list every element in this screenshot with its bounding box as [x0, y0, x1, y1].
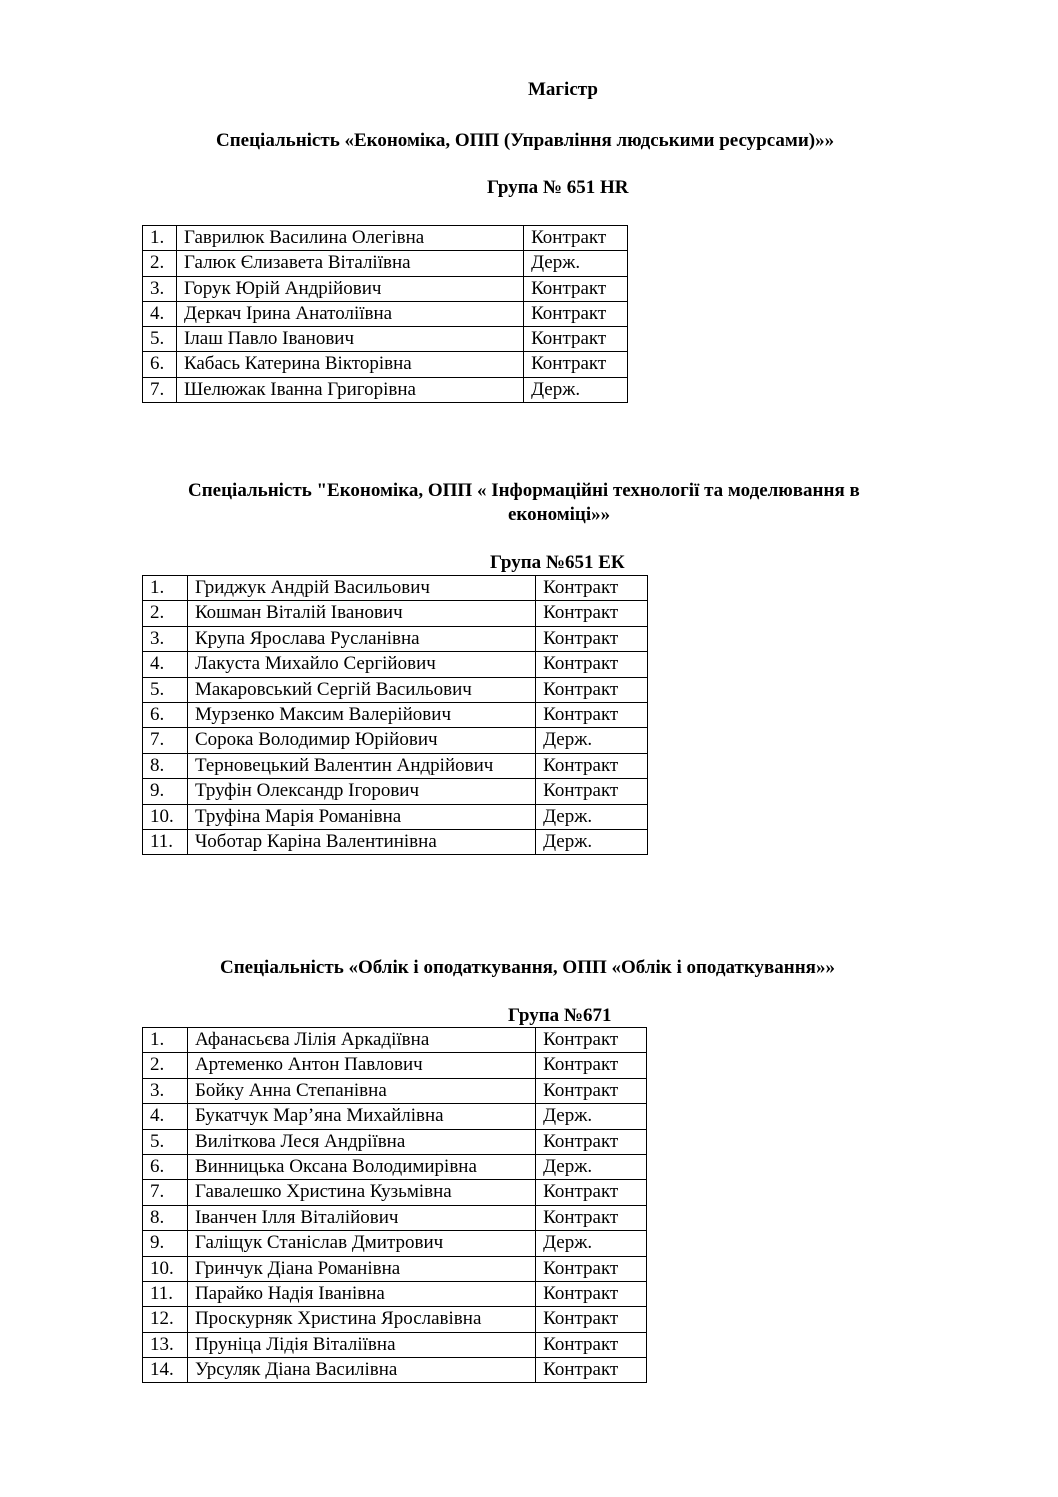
student-name: Афанасьєва Лілія Аркадіївна	[187, 1028, 535, 1053]
student-name: Сорока Володимир Юрійович	[187, 728, 535, 753]
group-heading-1: Група № 651 HR	[487, 177, 629, 198]
row-number: 1.	[143, 576, 188, 601]
funding-status: Контракт	[536, 1307, 647, 1332]
row-number: 3.	[143, 276, 177, 301]
row-number: 12.	[143, 1307, 188, 1332]
funding-status: Держ.	[536, 829, 648, 854]
funding-status: Держ.	[536, 804, 648, 829]
student-name: Ілаш Павло Іванович	[176, 327, 523, 352]
table-row	[143, 1256, 647, 1281]
student-name: Терновецький Валентин Андрійович	[187, 753, 535, 778]
table-row	[143, 1231, 647, 1256]
student-name: Мурзенко Максим Валерійович	[187, 702, 535, 727]
row-number: 7.	[143, 728, 188, 753]
student-name: Галюк Єлизавета Віталіївна	[176, 251, 523, 276]
student-name: Букатчук Мар’яна Михайлівна	[187, 1104, 535, 1129]
student-name: Парайко Надія Іванівна	[187, 1281, 535, 1306]
table-row	[143, 1332, 647, 1357]
table-row	[143, 829, 648, 854]
row-number: 5.	[143, 677, 188, 702]
funding-status: Контракт	[536, 677, 648, 702]
row-number: 2.	[143, 251, 177, 276]
funding-status: Контракт	[524, 226, 628, 251]
row-number: 8.	[143, 753, 188, 778]
row-number: 6.	[143, 352, 177, 377]
row-number: 10.	[143, 804, 188, 829]
funding-status: Контракт	[524, 327, 628, 352]
row-number: 1.	[143, 1028, 188, 1053]
row-number: 11.	[143, 829, 188, 854]
student-table-3	[142, 1027, 647, 1383]
funding-status: Контракт	[536, 1078, 647, 1103]
funding-status: Держ.	[536, 728, 648, 753]
table-row	[143, 626, 648, 651]
student-name: Пруніца Лідія Віталіївна	[187, 1332, 535, 1357]
row-number: 14.	[143, 1358, 188, 1383]
table-row	[143, 804, 648, 829]
table-row	[143, 702, 648, 727]
funding-status: Контракт	[536, 626, 648, 651]
student-name: Лакуста Михайло Сергійович	[187, 652, 535, 677]
table-row	[143, 779, 648, 804]
row-number: 5.	[143, 327, 177, 352]
table-row	[143, 251, 628, 276]
row-number: 9.	[143, 779, 188, 804]
specialty-heading-1: Спеціальність «Економіка, ОПП (Управління людськими ресурсами)»»	[216, 130, 835, 151]
funding-status: Контракт	[536, 1028, 647, 1053]
student-name: Винницька Оксана Володимирівна	[187, 1154, 535, 1179]
table-row	[143, 652, 648, 677]
student-name: Труфіна Марія Романівна	[187, 804, 535, 829]
row-number: 5.	[143, 1129, 188, 1154]
row-number: 9.	[143, 1231, 188, 1256]
funding-status: Контракт	[536, 1281, 647, 1306]
student-name: Артеменко Антон Павлович	[187, 1053, 535, 1078]
student-name: Крупа Ярослава Русланівна	[187, 626, 535, 651]
funding-status: Контракт	[536, 753, 648, 778]
row-number: 1.	[143, 226, 177, 251]
student-name: Галіщук Станіслав Дмитрович	[187, 1231, 535, 1256]
row-number: 4.	[143, 1104, 188, 1129]
student-name: Бойку Анна Степанівна	[187, 1078, 535, 1103]
table-row	[143, 301, 628, 326]
table-row	[143, 1053, 647, 1078]
funding-status: Контракт	[536, 1332, 647, 1357]
funding-status: Контракт	[536, 1129, 647, 1154]
row-number: 2.	[143, 601, 188, 626]
table-row	[143, 1129, 647, 1154]
row-number: 3.	[143, 626, 188, 651]
funding-status: Контракт	[524, 352, 628, 377]
student-name: Кабась Катерина Вікторівна	[176, 352, 523, 377]
funding-status: Контракт	[536, 652, 648, 677]
student-name: Урсуляк Діана Василівна	[187, 1358, 535, 1383]
row-number: 6.	[143, 702, 188, 727]
funding-status: Контракт	[536, 1180, 647, 1205]
funding-status: Держ.	[524, 377, 628, 402]
row-number: 4.	[143, 652, 188, 677]
group-heading-2: Група №651 ЕК	[490, 552, 625, 573]
student-name: Гринчук Діана Романівна	[187, 1256, 535, 1281]
table-row	[143, 601, 648, 626]
funding-status: Контракт	[536, 1256, 647, 1281]
table-row	[143, 276, 628, 301]
row-number: 10.	[143, 1256, 188, 1281]
funding-status: Держ.	[536, 1154, 647, 1179]
table-row	[143, 352, 628, 377]
table-row	[143, 1180, 647, 1205]
page-title: Магістр	[528, 79, 598, 100]
student-name: Чоботар Каріна Валентинівна	[187, 829, 535, 854]
student-table-2	[142, 575, 648, 855]
funding-status: Держ.	[524, 251, 628, 276]
student-name: Проскурняк Христина Ярославівна	[187, 1307, 535, 1332]
row-number: 6.	[143, 1154, 188, 1179]
table-row	[143, 1078, 647, 1103]
funding-status: Контракт	[536, 601, 648, 626]
row-number: 3.	[143, 1078, 188, 1103]
student-name: Гриджук Андрій Васильович	[187, 576, 535, 601]
group-heading-3: Група №671	[508, 1005, 612, 1026]
row-number: 7.	[143, 377, 177, 402]
table-row	[143, 1104, 647, 1129]
table-row	[143, 377, 628, 402]
specialty-heading-2-line1: Спеціальність "Економіка, ОПП « Інформаційні технології та моделювання в	[188, 480, 860, 501]
table-row	[143, 753, 648, 778]
student-name: Іванчен Ілля Віталійович	[187, 1205, 535, 1230]
table-row	[143, 728, 648, 753]
row-number: 4.	[143, 301, 177, 326]
row-number: 8.	[143, 1205, 188, 1230]
funding-status: Контракт	[536, 1358, 647, 1383]
student-name: Виліткова Леся Андріївна	[187, 1129, 535, 1154]
student-name: Деркач Ірина Анатоліївна	[176, 301, 523, 326]
student-name: Кошман Віталій Іванович	[187, 601, 535, 626]
table-row	[143, 1154, 647, 1179]
student-name: Гавалешко Христина Кузьмівна	[187, 1180, 535, 1205]
student-name: Шелюжак Іванна Григорівна	[176, 377, 523, 402]
table-row	[143, 327, 628, 352]
specialty-heading-2-line2: економіці»»	[508, 504, 611, 525]
student-name: Гаврилюк Василина Олегівна	[176, 226, 523, 251]
funding-status: Держ.	[536, 1104, 647, 1129]
row-number: 7.	[143, 1180, 188, 1205]
student-name: Макаровський Сергій Васильович	[187, 677, 535, 702]
row-number: 11.	[143, 1281, 188, 1306]
row-number: 13.	[143, 1332, 188, 1357]
funding-status: Контракт	[536, 576, 648, 601]
funding-status: Контракт	[536, 779, 648, 804]
funding-status: Контракт	[524, 276, 628, 301]
table-row	[143, 1028, 647, 1053]
student-name: Горук Юрій Андрійович	[176, 276, 523, 301]
table-row	[143, 1358, 647, 1383]
student-table-1	[142, 225, 628, 403]
funding-status: Контракт	[536, 1053, 647, 1078]
table-row	[143, 1307, 647, 1332]
table-row	[143, 677, 648, 702]
specialty-heading-3: Спеціальність «Облік і оподаткування, ОПП «Облік і оподаткування»»	[220, 957, 835, 978]
table-row	[143, 576, 648, 601]
student-name: Труфін Олександр Ігорович	[187, 779, 535, 804]
table-row	[143, 1281, 647, 1306]
funding-status: Контракт	[524, 301, 628, 326]
table-row	[143, 226, 628, 251]
table-row	[143, 1205, 647, 1230]
funding-status: Контракт	[536, 1205, 647, 1230]
row-number: 2.	[143, 1053, 188, 1078]
funding-status: Контракт	[536, 702, 648, 727]
funding-status: Держ.	[536, 1231, 647, 1256]
